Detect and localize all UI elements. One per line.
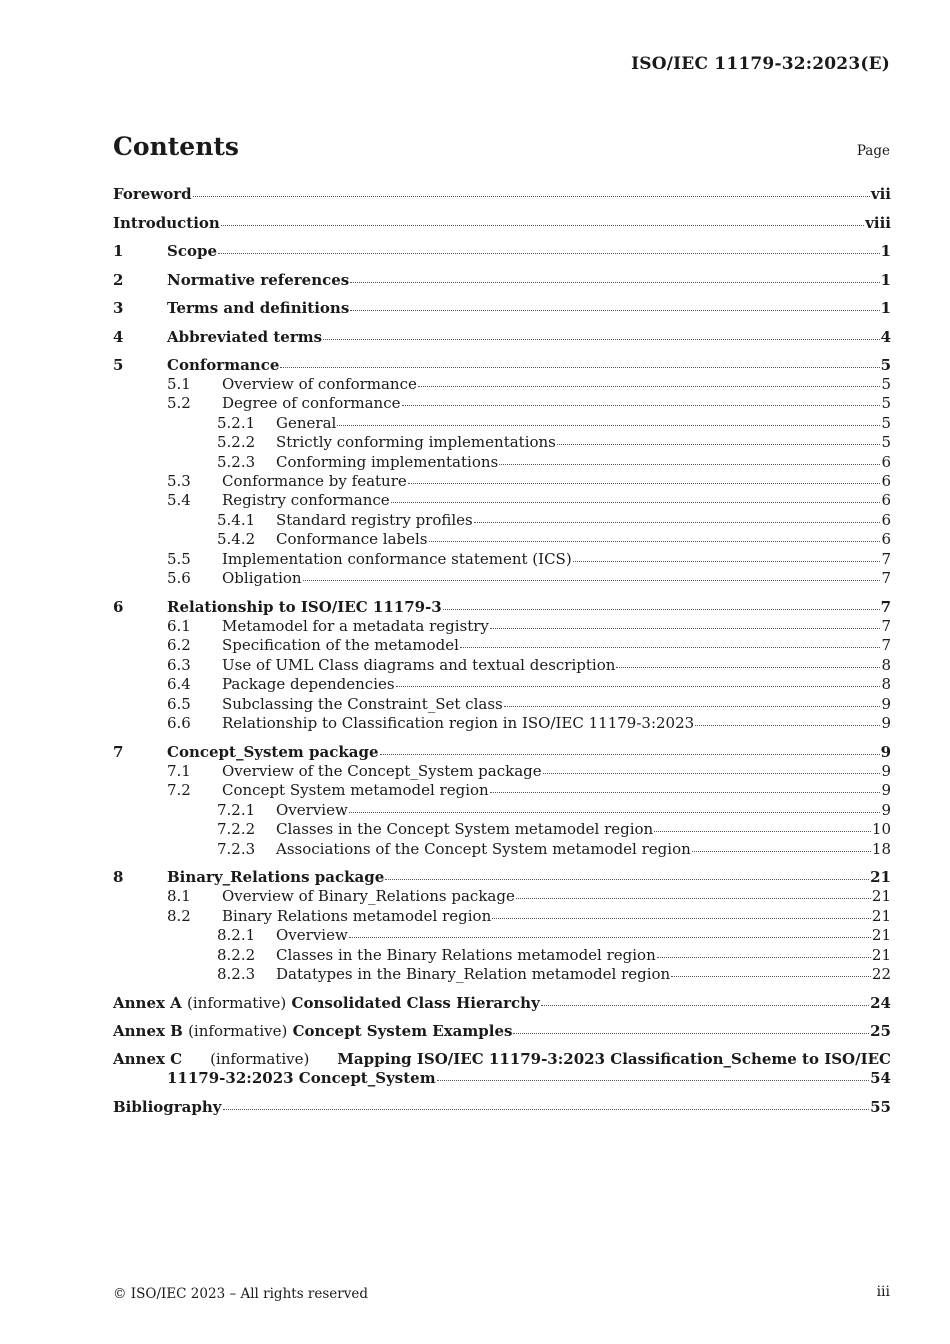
toc-entry-page: 8: [881, 675, 891, 694]
toc-entry[interactable]: [113, 926, 891, 945]
dot-leader: [499, 463, 880, 465]
toc-entry-page: 4: [880, 327, 891, 346]
toc-entry-label: Annex B (informative) Concept System Examples: [113, 1022, 513, 1041]
toc-entry[interactable]: [113, 840, 891, 859]
dot-leader: [221, 224, 864, 226]
toc-entry-label: Binary_Relations package: [167, 868, 385, 887]
toc-entry-number: 5: [113, 356, 124, 374]
toc-entry-page: 5: [881, 433, 891, 452]
toc-entry[interactable]: [113, 675, 891, 694]
dot-leader: [349, 811, 881, 813]
toc-entry-page: 6: [881, 472, 891, 491]
toc-entry-page: 1: [880, 242, 891, 260]
toc-entry-label: Binary Relations metamodel region: [222, 906, 492, 925]
toc-entry[interactable]: [113, 530, 891, 549]
dot-leader: [490, 791, 881, 793]
toc-entry-number: 7: [113, 742, 124, 761]
toc-entry-label: Overview of the Concept_System package: [222, 761, 542, 780]
toc-entry-label: Use of UML Class diagrams and textual description: [222, 655, 616, 674]
toc-entry-page: vii: [870, 185, 891, 203]
toc-entry[interactable]: [113, 327, 891, 347]
toc-entry-label: Obligation: [222, 569, 302, 588]
dot-leader: [337, 424, 880, 426]
toc-entry-label: Concept_System package: [167, 742, 379, 761]
dot-leader: [223, 1108, 870, 1110]
toc-entry-label: Relationship to Classification region in ISO/IEC 11179-3:2023: [222, 714, 695, 732]
toc-entry[interactable]: [113, 820, 891, 839]
dot-leader: [654, 830, 871, 832]
toc-entry-label: Classes in the Binary Relations metamodel region: [276, 945, 656, 964]
document-id: ISO/IEC 11179-32:2023(E): [631, 54, 890, 74]
toc-entry-page: 10: [871, 820, 891, 839]
toc-entry-page: 1: [880, 299, 891, 317]
toc-entry-page: 8: [881, 655, 891, 674]
toc-entry-label: General: [276, 413, 337, 432]
toc-entry-number: 5.2.1: [217, 413, 256, 432]
toc-entry-page: 18: [871, 839, 891, 858]
toc-entry-label: Conformance labels: [276, 530, 428, 549]
toc-entry[interactable]: [113, 184, 891, 204]
toc-entry[interactable]: [113, 491, 891, 510]
toc-entry-label: Conformance by feature: [222, 472, 407, 491]
toc-entry-label: Metamodel for a metadata registry: [222, 616, 489, 635]
toc-entry-label: Relationship to ISO/IEC 11179-3: [167, 597, 442, 616]
dot-leader: [418, 385, 881, 387]
toc-entry[interactable]: [113, 375, 891, 394]
toc-entry[interactable]: [113, 636, 891, 655]
toc-entry-number: 5.2.3: [217, 452, 256, 471]
dot-leader: [323, 338, 879, 340]
toc-entry-label: Package dependencies: [222, 675, 395, 694]
dot-leader: [408, 482, 881, 484]
table-of-contents: [113, 184, 891, 1117]
toc-entry-label: Degree of conformance: [222, 394, 401, 413]
toc-entry-number: 5.3: [167, 472, 191, 491]
toc-entry-page: 9: [881, 781, 891, 800]
toc-entry[interactable]: [113, 453, 891, 472]
toc-entry-page: 9: [880, 742, 891, 761]
toc-entry-number: 5.4.2: [217, 530, 256, 549]
toc-entry[interactable]: [113, 714, 891, 733]
toc-entry-page: 5: [880, 356, 891, 374]
dot-leader: [429, 540, 881, 542]
toc-entry-page: 5: [881, 394, 891, 413]
toc-entry-number: 6.3: [167, 655, 191, 674]
toc-entry-page: 7: [881, 569, 891, 588]
toc-entry-number: 8.2.3: [217, 965, 256, 984]
toc-entry-label: Bibliography: [113, 1098, 222, 1117]
toc-entry-label: Overview of Binary_Relations package: [222, 887, 515, 906]
toc-entry-label: Abbreviated terms: [167, 327, 323, 346]
toc-entry[interactable]: [113, 597, 891, 617]
toc-entry-page: 6: [881, 452, 891, 471]
toc-entry-number: 8.2.2: [217, 945, 256, 964]
toc-entry-label: Subclassing the Constraint_Set class: [222, 694, 503, 713]
dot-leader: [657, 956, 871, 958]
toc-entry[interactable]: [113, 213, 891, 233]
toc-entry-number: 5.4: [167, 491, 191, 510]
toc-entry-label: Datatypes in the Binary_Relation metamodel region: [276, 965, 671, 984]
toc-annex-c-line1: Annex C (informative) Mapping ISO/IEC 11179-3:2023 Classification_Scheme to ISO/IEC: [113, 1049, 891, 1068]
dot-leader: [391, 501, 881, 503]
toc-annex-c[interactable]: [113, 1050, 891, 1089]
toc-entry-page: 24: [870, 993, 891, 1012]
page-column-label: Page: [856, 143, 890, 159]
dot-leader: [280, 366, 879, 368]
toc-annex-c-line2: 11179-32:2023 Concept_System 54: [167, 1069, 891, 1088]
toc-entry-number: 8.2.1: [217, 926, 256, 945]
dot-leader: [218, 252, 880, 254]
dot-leader: [474, 521, 881, 523]
toc-entry-label: Strictly conforming implementations: [276, 433, 556, 452]
dot-leader: [460, 646, 881, 648]
page-title: Contents: [113, 132, 240, 161]
toc-entry-number: 1: [113, 242, 124, 260]
toc-entry[interactable]: [113, 617, 891, 636]
toc-entry-number: 8.2: [167, 906, 191, 925]
toc-entry[interactable]: [113, 965, 891, 984]
dot-leader: [396, 685, 881, 687]
toc-entry-page: 5: [881, 375, 891, 393]
toc-entry-number: 6.1: [167, 616, 191, 635]
dot-leader: [557, 443, 881, 445]
toc-entry[interactable]: [113, 801, 891, 820]
toc-entry-page: 7: [881, 636, 891, 655]
toc-entry[interactable]: [113, 355, 891, 375]
toc-entry[interactable]: [113, 270, 891, 290]
toc-annex-a[interactable]: [113, 993, 891, 1013]
toc-entry[interactable]: [113, 762, 891, 781]
toc-entry-label: Introduction: [113, 213, 220, 232]
toc-entry-number: 3: [113, 299, 124, 317]
toc-entry-number: 2: [113, 270, 124, 289]
toc-entry-label: Concept System metamodel region: [222, 781, 489, 800]
toc-entry-number: 5.2.2: [217, 433, 256, 452]
toc-entry-page: 21: [871, 906, 891, 925]
dot-leader: [350, 309, 879, 311]
toc-entry-page: 6: [881, 510, 891, 529]
toc-entry-label: Overview: [276, 800, 348, 819]
toc-entry-page: 7: [880, 597, 891, 616]
dot-leader: [402, 404, 881, 406]
toc-entry-label: Terms and definitions: [167, 299, 350, 317]
toc-entry-page: 25: [870, 1022, 891, 1041]
dot-leader: [541, 1004, 869, 1006]
dot-leader: [437, 1079, 870, 1081]
toc-entry-number: 5.6: [167, 569, 191, 588]
toc-entry[interactable]: [113, 695, 891, 714]
toc-entry-number: 7.2.1: [217, 800, 256, 819]
toc-entry[interactable]: [113, 907, 891, 926]
toc-entry-page: 9: [881, 694, 891, 713]
toc-entry-number: 6.4: [167, 675, 191, 694]
dot-leader: [350, 281, 879, 283]
toc-entry-number: 7.1: [167, 761, 191, 780]
dot-leader: [504, 705, 881, 707]
toc-entry-page: 21: [871, 926, 891, 945]
toc-entry-number: 7.2.2: [217, 820, 256, 839]
toc-entry-number: 6: [113, 597, 124, 616]
toc-entry[interactable]: [113, 550, 891, 569]
toc-entry-number: 6.2: [167, 636, 191, 655]
toc-entry-page: 21: [871, 945, 891, 964]
toc-entry-number: 5.2: [167, 394, 191, 413]
toc-entry-number: 6.6: [167, 714, 191, 732]
toc-entry-label: Foreword: [113, 185, 192, 203]
toc-entry[interactable]: [113, 298, 891, 318]
dot-leader: [692, 850, 871, 852]
dot-leader: [303, 579, 881, 581]
copyright-notice: © ISO/IEC 2023 – All rights reserved: [113, 1286, 368, 1302]
toc-entry-number: 4: [113, 327, 124, 346]
toc-entry[interactable]: [113, 569, 891, 588]
toc-entry[interactable]: [113, 887, 891, 906]
toc-entry-page: 7: [881, 616, 891, 635]
toc-entry-number: 5.5: [167, 549, 191, 568]
toc-entry-page: 9: [881, 800, 891, 819]
toc-entry-label: Associations of the Concept System metamodel region: [276, 839, 691, 858]
toc-entry-number: 7.2.3: [217, 839, 256, 858]
toc-entry-page: 9: [881, 761, 891, 780]
toc-entry-label: Registry conformance: [222, 491, 390, 510]
dot-leader: [385, 878, 869, 880]
toc-entry-label: Overview of conformance: [222, 375, 417, 393]
toc-entry-number: 5.1: [167, 375, 191, 393]
toc-entry-label: Specification of the metamodel: [222, 636, 459, 655]
dot-leader: [490, 627, 881, 629]
toc-entry[interactable]: [113, 656, 891, 675]
toc-entry-page: 9: [881, 714, 891, 732]
dot-leader: [349, 936, 871, 938]
toc-entry-label: Overview: [276, 926, 348, 945]
toc-entry[interactable]: [113, 742, 891, 762]
toc-entry-label: Conformance: [167, 356, 280, 374]
toc-entry-number: 8: [113, 868, 124, 887]
dot-leader: [380, 753, 880, 755]
toc-entry[interactable]: [113, 433, 891, 452]
toc-entry-page: viii: [865, 213, 891, 232]
toc-entry[interactable]: [113, 867, 891, 887]
toc-entries: [113, 184, 891, 984]
toc-entry-label: Classes in the Concept System metamodel region: [276, 820, 654, 839]
dot-leader: [443, 608, 880, 610]
toc-entry-page: 55: [870, 1098, 891, 1117]
toc-entry[interactable]: [113, 781, 891, 800]
toc-entry[interactable]: [113, 414, 891, 433]
toc-entry-page: 6: [881, 491, 891, 510]
page-number: iii: [876, 1284, 890, 1300]
toc-entry[interactable]: [113, 946, 891, 965]
toc-entry-page: 21: [870, 868, 891, 887]
toc-entry-label: Annex A (informative) Consolidated Class Hierarchy: [113, 993, 540, 1012]
toc-entry-number: 6.5: [167, 694, 191, 713]
dot-leader: [671, 975, 871, 977]
dot-leader: [492, 917, 871, 919]
toc-entry-page: 5: [881, 413, 891, 432]
toc-entry-number: 7.2: [167, 781, 191, 800]
dot-leader: [193, 195, 870, 197]
toc-bibliography[interactable]: [113, 1097, 891, 1117]
toc-entry-number: 8.1: [167, 887, 191, 906]
dot-leader: [616, 666, 880, 668]
toc-entry[interactable]: [113, 511, 891, 530]
toc-entry-page: 21: [871, 887, 891, 906]
toc-entry[interactable]: [113, 241, 891, 261]
dot-leader: [573, 560, 881, 562]
dot-leader: [543, 772, 881, 774]
toc-entry-page: 1: [880, 270, 891, 289]
toc-entry[interactable]: [113, 472, 891, 491]
dot-leader: [695, 724, 880, 726]
dot-leader: [513, 1032, 869, 1034]
toc-annex-b[interactable]: [113, 1021, 891, 1041]
toc-entry-label: Conforming implementations: [276, 452, 499, 471]
toc-entry-page: 22: [871, 965, 891, 984]
toc-entry-label: Implementation conformance statement (ICS): [222, 549, 572, 568]
toc-entry-page: 7: [881, 549, 891, 568]
toc-entry-label: Normative references: [167, 270, 350, 289]
dot-leader: [516, 897, 871, 899]
toc-entry[interactable]: [113, 394, 891, 413]
toc-entry-page: 6: [881, 530, 891, 549]
toc-entry-label: Standard registry profiles: [276, 510, 473, 529]
toc-entry-label: Scope: [167, 242, 218, 260]
toc-entry-number: 5.4.1: [217, 510, 256, 529]
